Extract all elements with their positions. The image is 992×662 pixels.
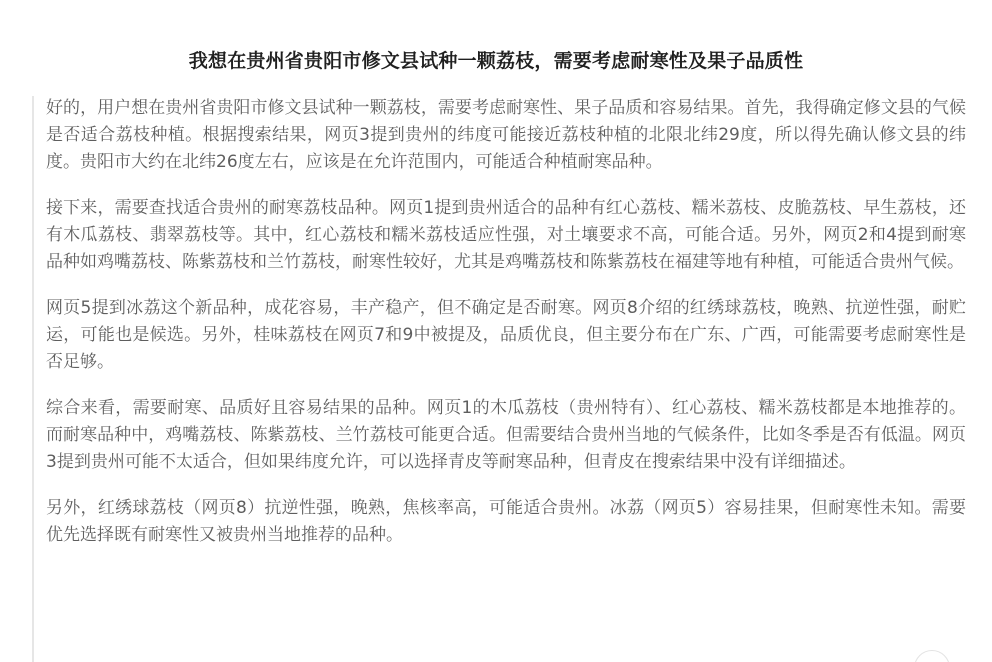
reasoning-paragraph: 网页5提到冰荔这个新品种，成花容易，丰产稳产，但不确定是否耐寒。网页8介绍的红绣球荔枝，晚熟、抗逆性强，耐贮运，可能也是候选。另外，桂味荔枝在网页7和9中被提及，品质优良，但主要分布在广东、广西，可能需要考虑耐寒性是否足够。 (46, 298, 966, 372)
reasoning-paragraph: 接下来，需要查找适合贵州的耐寒荔枝品种。网页1提到贵州适合的品种有红心荔枝、糯米荔枝、皮脆荔枝、早生荔枝，还有木瓜荔枝、翡翠荔枝等。其中，红心荔枝和糯米荔枝适应性强，对土壤要求不高，可能合适。另外，网页2和4提到耐寒品种如鸡嘴荔枝、陈紫荔枝和兰竹荔枝，耐寒性较好，尤其是鸡嘴荔枝和陈紫荔枝在福建等地有种植，可能适合贵州气候。 (46, 198, 966, 272)
reasoning-paragraph: 另外，红绣球荔枝（网页8）抗逆性强，晚熟，焦核率高，可能适合贵州。冰荔（网页5）容易挂果，但耐寒性未知。需要优先选择既有耐寒性又被贵州当地推荐的品种。 (46, 498, 966, 545)
reasoning-paragraph: 好的，用户想在贵州省贵阳市修文县试种一颗荔枝，需要考虑耐寒性、果子品质和容易结果。首先，我得确定修文县的气候是否适合荔枝种植。根据搜索结果，网页3提到贵州的纬度可能接近荔枝种植的北限北纬29度，所以得先确认修文县的纬度。贵阳市大约在北纬26度左右，应该是在允许范围内，可能适合种植耐寒品种。 (46, 98, 966, 172)
reasoning-block (32, 96, 966, 662)
reasoning-paragraph: 综合来看，需要耐寒、品质好且容易结果的品种。网页1的木瓜荔枝（贵州特有）、红心荔枝、糯米荔枝都是本地推荐的。而耐寒品种中，鸡嘴荔枝、陈紫荔枝、兰竹荔枝可能更合适。但需要结合贵州当地的气候条件，比如冬季是否有低温。网页3提到贵州可能不太适合，但如果纬度允许，可以选择青皮等耐寒品种，但青皮在搜索结果中没有详细描述。 (46, 398, 966, 472)
question-title: 我想在贵州省贵阳市修文县试种一颗荔枝，需要考虑耐寒性及果子品质性 (188, 50, 804, 72)
